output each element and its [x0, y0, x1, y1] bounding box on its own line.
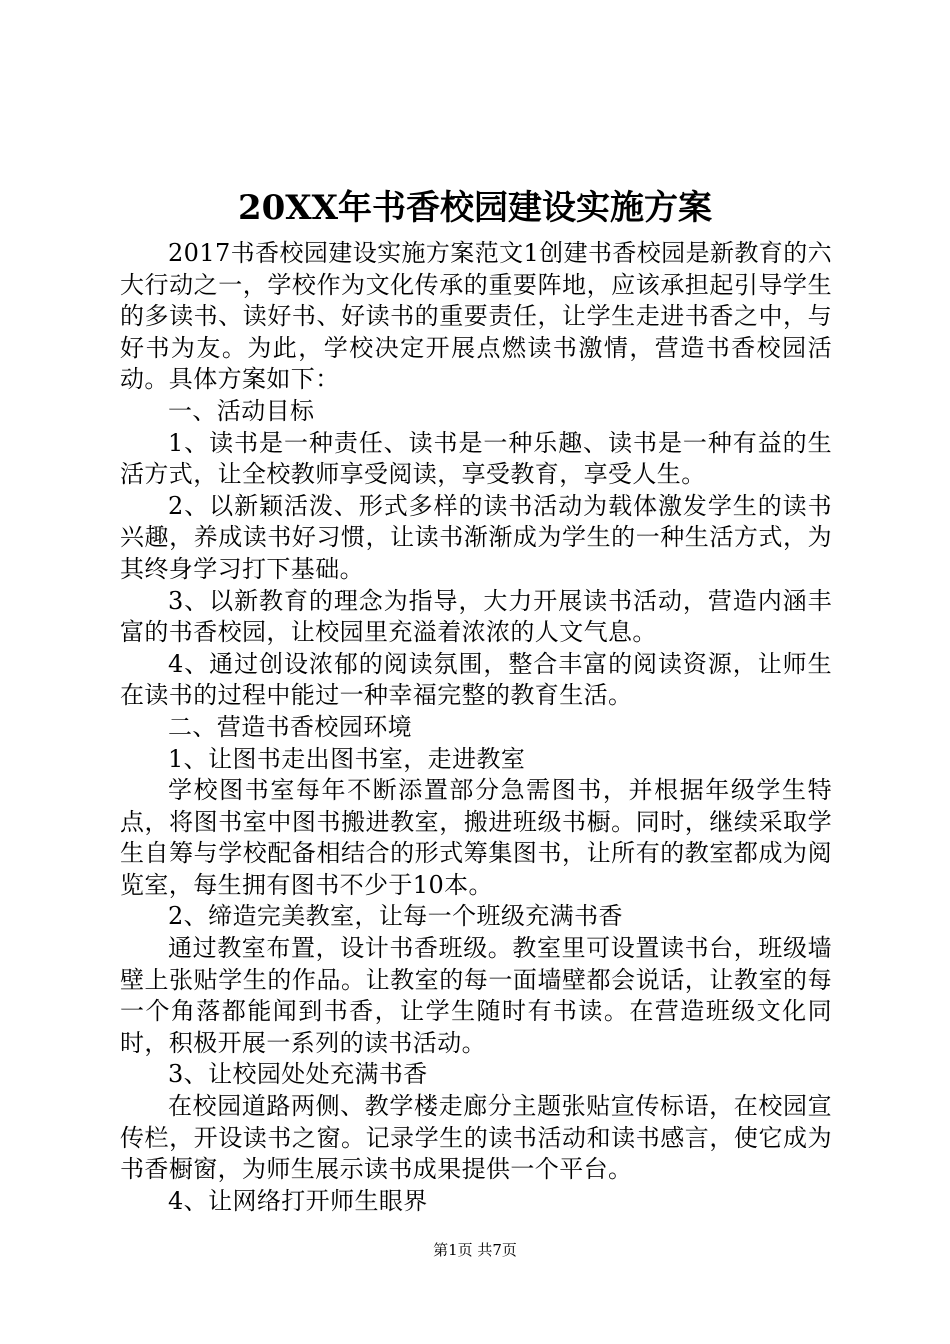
document-body: [120, 238, 832, 1217]
subheading-network: 4、让网络打开师生眼界: [168, 1186, 428, 1215]
subheading-classroom: 2、缔造完美教室，让每一个班级充满书香: [168, 902, 623, 931]
goal-item-2: 2、以新颖活泼、形式多样的读书活动为载体激发学生的读书兴趣，养成读书好习惯，让读书渐渐成为学生的一种生活方式，为其终身学习打下基础。: [120, 491, 832, 583]
paragraph-intro: 2017书香校园建设实施方案范文1创建书香校园是新教育的六大行动之一，学校作为文化传承的重要阵地，应该承担起引导学生的多读书、读好书、好读书的重要责任，让学生走进书香之中，与好书为友。为此，学校决定开展点燃读书激情，营造书香校园活动。具体方案如下：: [120, 239, 832, 394]
subheading-library: 1、让图书走出图书室，走进教室: [168, 744, 526, 773]
page-footer: 第1页 共7页: [433, 1241, 517, 1259]
paragraph-campus: 在校园道路两侧、教学楼走廊分主题张贴宣传标语，在校园宣传栏，开设读书之窗。记录学生的读书活动和读书感言，使它成为书香橱窗，为师生展示读书成果提供一个平台。: [120, 1092, 832, 1184]
document-title: 20XX年书香校园建设实施方案: [237, 188, 713, 228]
subheading-campus: 3、让校园处处充满书香: [168, 1060, 428, 1089]
goal-item-1: 1、读书是一种责任、读书是一种乐趣、读书是一种有益的生活方式，让全校教师享受阅读，享受教育，享受人生。: [120, 428, 832, 489]
goal-item-4: 4、通过创设浓郁的阅读氛围，整合丰富的阅读资源，让师生在读书的过程中能过一种幸福完整的教育生活。: [120, 649, 832, 710]
section-heading-goals: 一、活动目标: [168, 396, 315, 425]
goal-item-3: 3、以新教育的理念为指导，大力开展读书活动，营造内涵丰富的书香校园，让校园里充溢着浓浓的人文气息。: [120, 586, 832, 647]
paragraph-classroom: 通过教室布置，设计书香班级。教室里可设置读书台，班级墙壁上张贴学生的作品。让教室的每一面墙壁都会说话，让教室的每一个角落都能闻到书香，让学生随时有书读。在营造班级文化同时，积极开展一系列的读书活动。: [120, 934, 832, 1057]
paragraph-library: 学校图书室每年不断添置部分急需图书，并根据年级学生特点，将图书室中图书搬进教室，搬进班级书橱。同时，继续采取学生自筹与学校配备相结合的形式筹集图书，让所有的教室都成为阅览室，每生拥有图书不少于10本。: [120, 776, 832, 899]
section-heading-environment: 二、营造书香校园环境: [168, 712, 412, 741]
